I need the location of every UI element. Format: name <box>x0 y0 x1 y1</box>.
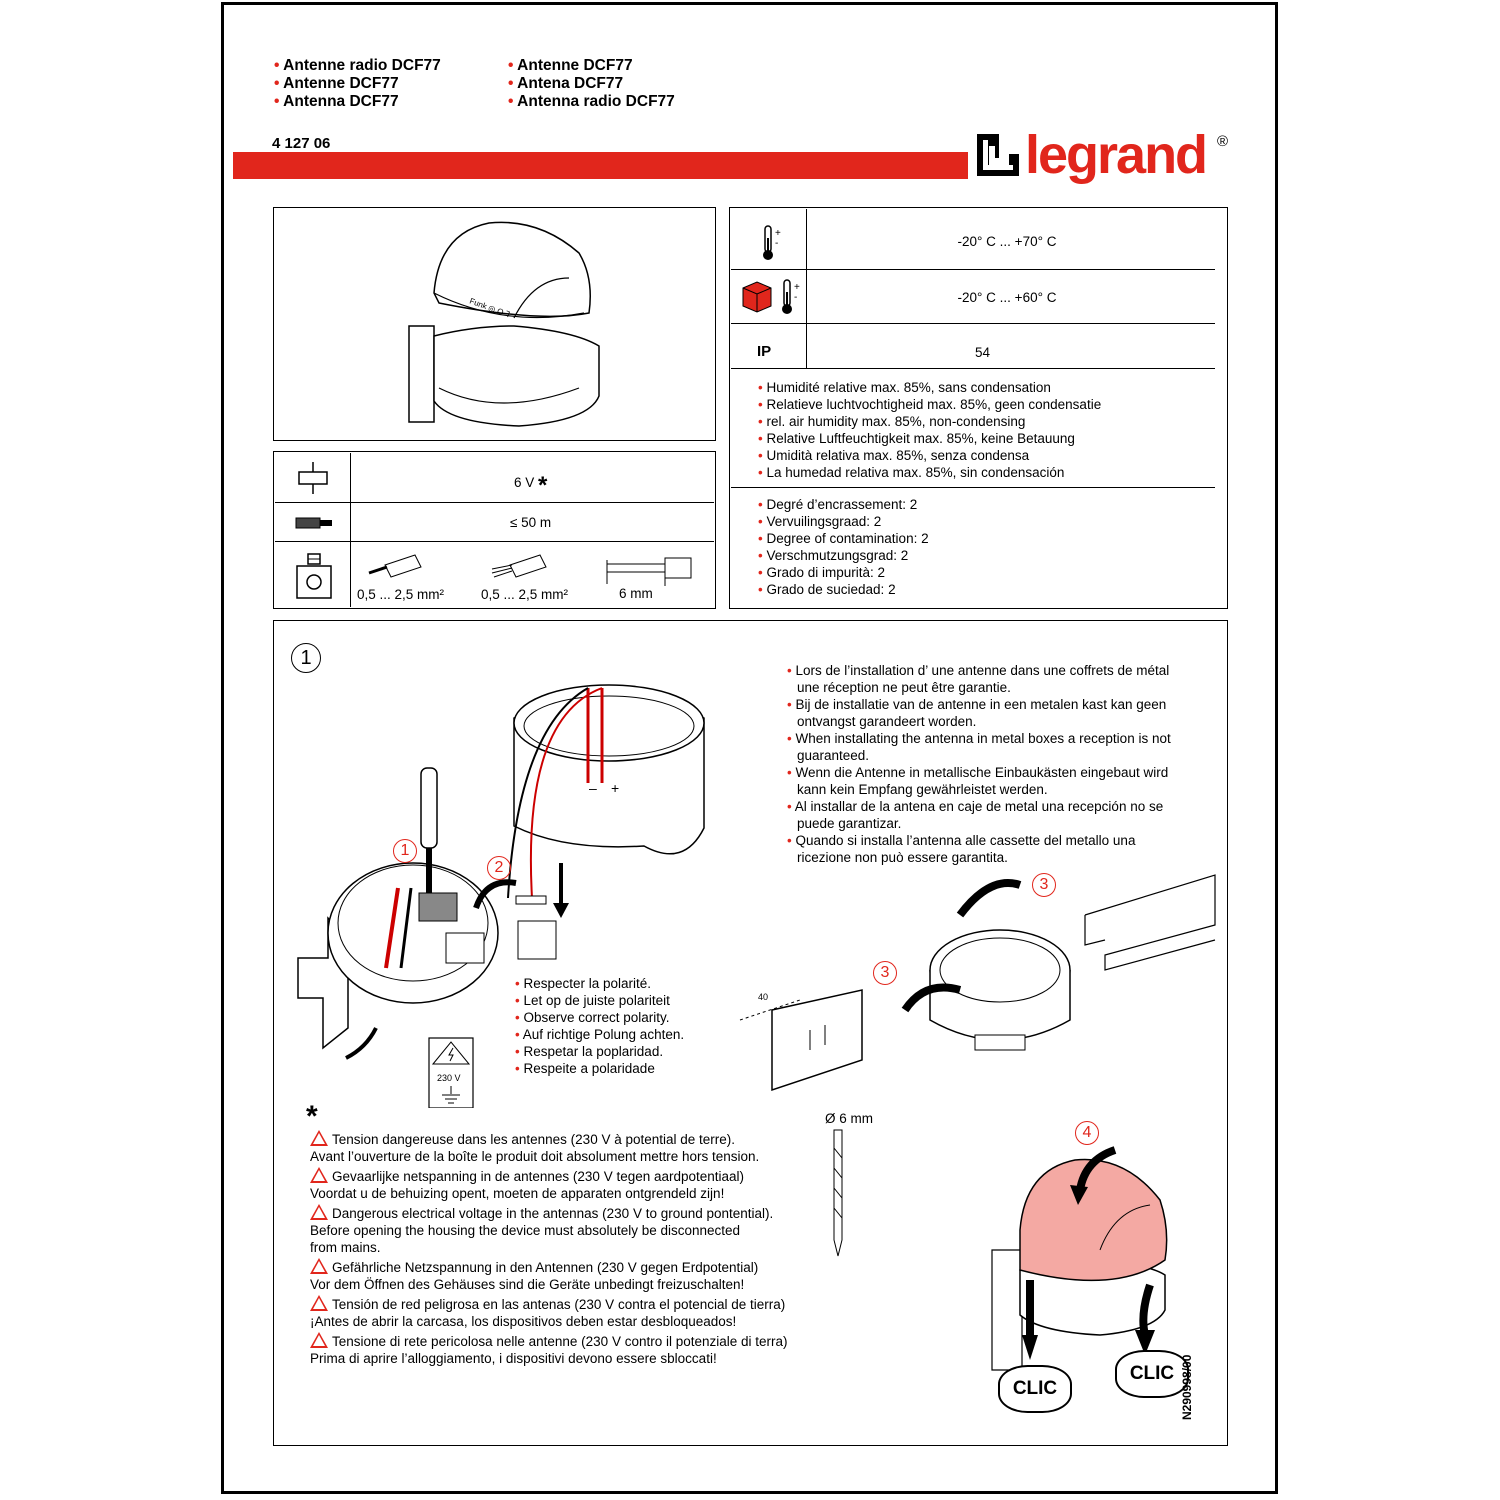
asterisk-marker: * <box>306 1100 318 1133</box>
metal-box-warning: • Lors de l’installation d’ une antenne dans une coffrets de métal une réception ne peut être garantie. • Bij de installatie van de antenne in een metalen kast kan geen ontvangst garandeert worden. • When installating the antenna in metal boxes a reception is not guaranteed. • Wenn die Antenne in metallische Einbaukästen eingebaut wird kann kein Empfang gewährleistet werden. • Al installar de la antena en caje de metal una recepción no se puede garantizar. • Quando si installa l’antenna alle cassette del metallo una ricezione non può essere garantita. <box>787 663 1171 865</box>
warning-triangle-icon <box>310 1332 328 1348</box>
legrand-symbol-icon <box>975 132 1021 178</box>
step-marker: 2 <box>487 856 511 880</box>
cable-length: ≤ 50 m <box>510 515 552 530</box>
svg-text:-: - <box>794 292 798 303</box>
step-number-circle: 1 <box>291 643 321 673</box>
divider <box>731 487 1215 488</box>
stranded-wire-icon <box>490 551 550 586</box>
relay-coil-icon <box>295 462 331 499</box>
red-band <box>233 152 968 179</box>
legrand-wordmark: legrand <box>1025 125 1207 185</box>
svg-text:+: + <box>611 780 620 796</box>
svg-text:Funk ◎ O ꟻ: Funk ◎ O ꟻ <box>468 296 512 320</box>
voltage-value: 6 V * <box>514 472 548 499</box>
terminal-screw-icon <box>295 552 333 605</box>
mounting-illustration <box>730 870 1220 1100</box>
warning-triangle-icon <box>310 1130 328 1146</box>
drill-bit-icon <box>830 1128 846 1258</box>
svg-text:40: 40 <box>758 992 769 1002</box>
electrical-column-divider <box>350 453 351 607</box>
svg-text:-: - <box>775 238 779 249</box>
strip-length: 6 mm <box>619 586 653 601</box>
warning-triangle-icon <box>310 1204 328 1220</box>
step-marker: 3 <box>1032 873 1056 897</box>
ip-label: IP <box>757 343 772 360</box>
warning-triangle-icon <box>310 1258 328 1274</box>
svg-text:+: + <box>775 228 781 239</box>
warning-triangle-icon <box>310 1295 328 1311</box>
storage-box-icon <box>739 278 775 319</box>
warning-triangle-icon <box>310 1167 328 1183</box>
cable-icon <box>294 513 334 538</box>
step-marker: 3 <box>873 961 897 985</box>
operating-temperature: -20° C ... +70° C <box>957 234 1057 249</box>
divider <box>275 541 714 542</box>
product-image-box <box>273 207 716 441</box>
step-marker: 1 <box>393 839 417 863</box>
storage-temperature: -20° C ... +60° C <box>957 290 1057 305</box>
legrand-logo <box>975 132 1021 183</box>
reference-number: 4 127 06 <box>272 135 331 152</box>
thermometer-icon <box>759 224 787 267</box>
solid-wire-icon <box>365 551 425 586</box>
svg-text:+: + <box>794 282 800 293</box>
wire-size-2: 0,5 ... 2,5 mm² <box>481 587 569 602</box>
divider <box>275 502 714 503</box>
wire-size-1: 0,5 ... 2,5 mm² <box>357 587 445 602</box>
registered-mark: ® <box>1217 133 1229 150</box>
polarity-notes: • Respecter la polarité. • Let op de juiste polariteit • Observe correct polarity. • Auf richtige Polung achten. • Respetar la poplaridad. • Respeite a polaridade <box>515 976 685 1076</box>
contamination-list: • Degré d’encrassement: 2 • Vervuilingsgraad: 2 • Degree of contamination: 2 • Verschmutzungsgrad: 2 • Grado di impurità: 2 • Grado de suciedad: 2 <box>758 497 929 597</box>
drill-size: Ø 6 mm <box>825 1111 874 1126</box>
document-code: N290998/00 <box>1180 1354 1194 1420</box>
clic-badge: CLIC <box>1115 1350 1189 1398</box>
danger-warnings: Tension dangereuse dans les antennes (230 V à potential de terre). Avant l’ouverture de la boîte le produit doit absolument mettre hors tension. Gevaarlijke netspanning in de antennes (230 V tegen aardpotentiaal) Voordat u de behuizing opent, moeten de apparaten ontgrendeld zijn! Dangerous electrical voltage in the antennas (230 V to ground pontential). Before opening the housing the device must absolutely be disconnected from mains. Gefährliche Netzspannung in den Antennen (230 V gegen Erdpotential) Vor dem Öffnen des Gehäuses sind die Geräte unbedingt freizuschalten! Tensión de red peligrosa en las antenas (230 V contra el potencial de tierra) ¡Antes de abrir la carcasa, los dispositivos deben estar desbloqueados! Tensione di rete pericolosa nelle antenne (230 V contro il potenziale di terra) Prima di aprire l’alloggiamento, i dispositivi devono essere sbloccati! <box>310 1132 788 1366</box>
step-marker: 4 <box>1075 1121 1099 1145</box>
title-column-2: • Antenne DCF77 • Antena DCF77 • Antenna radio DCF77 <box>508 57 675 110</box>
divider <box>731 368 1215 369</box>
thermometer-icon <box>778 278 806 321</box>
antenna-illustration <box>274 208 714 440</box>
divider <box>731 269 1215 270</box>
divider <box>731 323 1215 324</box>
svg-text:230 V: 230 V <box>437 1073 461 1083</box>
svg-text:–: – <box>589 780 597 796</box>
title-column-1: • Antenne radio DCF77 • Antenne DCF77 • Antenna DCF77 <box>274 57 441 110</box>
clic-badge: CLIC <box>998 1365 1072 1413</box>
ip-value: 54 <box>975 345 991 360</box>
humidity-list: • Humidité relative max. 85%, sans condensation • Relatieve luchtvochtigheid max. 85%, geen condensatie • rel. air humidity max. 85%, non-condensing • Relative Luftfeuchtigkeit max. 85%, keine Betauung • Umidità relativa max. 85%, senza condensa • La humedad relativa max. 85%, sin condensación <box>758 380 1102 480</box>
